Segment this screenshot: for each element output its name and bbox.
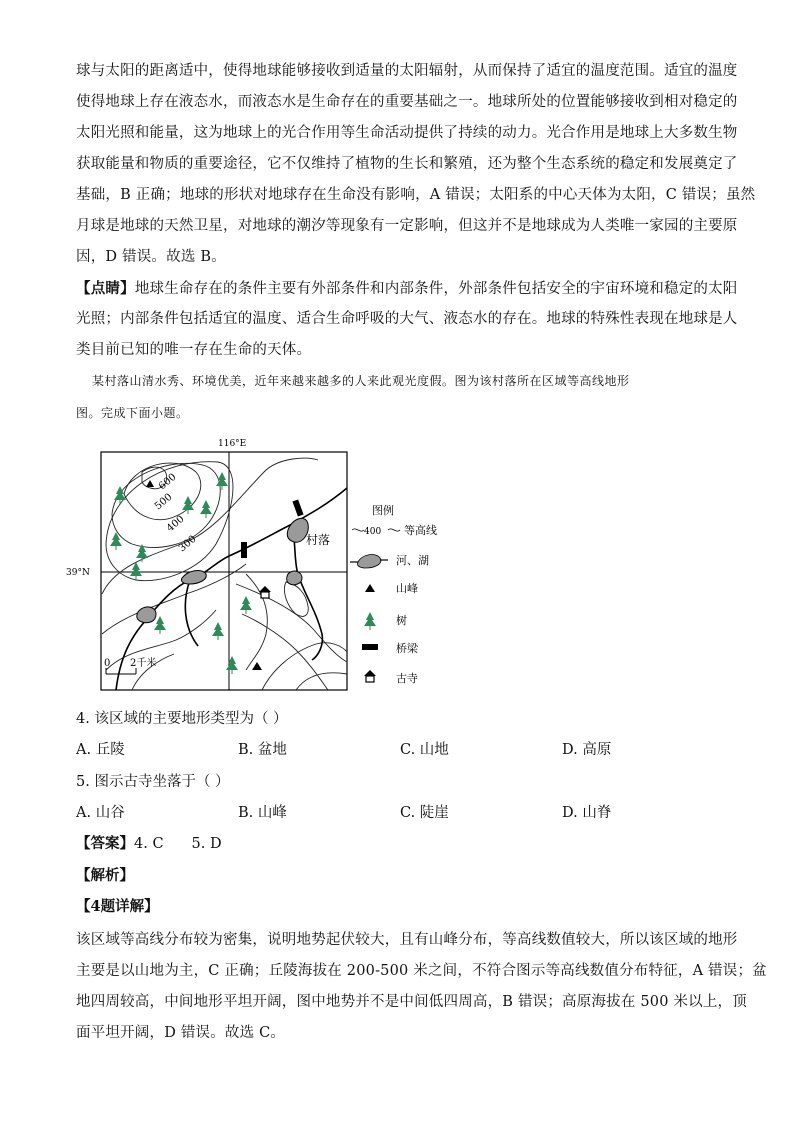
legend-item-label: 山峰 bbox=[396, 582, 418, 595]
longitude-label: 116°E bbox=[218, 439, 247, 449]
text-line: 使得地球上存在液态水，而液态水是生命存在的重要基础之一。地球所处的位置能够接收到相对稳定的 bbox=[76, 94, 738, 110]
text-line: 主要是以山地为主，C 正确；丘陵海拔在 200-500 米之间，不符合图示等高线数值分布特征，A 错误；盆 bbox=[76, 963, 767, 979]
bridge bbox=[241, 542, 247, 558]
legend-item-label: 桥梁 bbox=[396, 642, 418, 655]
detail-paragraph bbox=[76, 925, 767, 1049]
text-line: 球与太阳的距离适中，使得地球能够接收到适量的太阳辐射，从而保持了适宜的温度范围。适宜的温度 bbox=[76, 63, 738, 79]
text-line: 面平坦开阔，D 错误。故选 C。 bbox=[76, 1025, 286, 1041]
legend-peak-icon bbox=[365, 584, 375, 592]
question-4: 4. 该区域的主要地形类型为（ ） bbox=[76, 711, 288, 727]
text-line: 光照；内部条件包括适宜的温度、适合生命呼吸的大气、液态水的存在。地球的特殊性表现在地球是人 bbox=[76, 311, 738, 327]
legend-item-label: 树 bbox=[396, 614, 407, 627]
answer-value-5: 5. D bbox=[191, 836, 222, 852]
legend-bridge-icon bbox=[362, 644, 378, 650]
peak-icon bbox=[146, 480, 154, 487]
peak-icon bbox=[252, 662, 262, 670]
text-line: 获取能量和物质的重要途径，它不仅维持了植物的生长和繁殖，还为整个生态系统的稳定和发展奠定了 bbox=[76, 156, 738, 172]
option-b: B. 盆地 bbox=[238, 742, 287, 758]
contour-label: 500 bbox=[152, 491, 175, 513]
option-b: B. 山峰 bbox=[238, 805, 287, 821]
text-line: 地球生命存在的条件主要有外部条件和内部条件，外部条件包括安全的宇宙环境和稳定的太阳 bbox=[134, 281, 738, 297]
latitude-label: 39°N bbox=[66, 568, 90, 578]
lake bbox=[137, 518, 309, 622]
text-line: 该区域等高线分布较为密集，说明地势起伏较大，且有山峰分布，等高线数值较大，所以该区域的地形 bbox=[76, 932, 738, 948]
temple-icon bbox=[259, 586, 271, 598]
option-a: A. 山谷 bbox=[76, 805, 125, 821]
option-d: D. 高原 bbox=[562, 742, 612, 758]
tree-icon bbox=[110, 532, 122, 550]
question-5-options bbox=[76, 801, 716, 825]
answer-line bbox=[76, 832, 222, 853]
contour-label: 300 bbox=[176, 533, 199, 555]
svg-text:0: 0 bbox=[104, 658, 111, 669]
tree-icon bbox=[226, 656, 238, 674]
answer-label: 【答案】 bbox=[76, 835, 134, 852]
contour-label: 600 bbox=[156, 471, 179, 493]
bridge bbox=[292, 499, 303, 516]
tree-icon bbox=[216, 472, 228, 490]
tree-icon bbox=[240, 596, 252, 614]
analysis-heading: 【解析】 bbox=[76, 867, 134, 884]
option-c: C. 陡崖 bbox=[400, 805, 449, 821]
legend-temple-icon bbox=[364, 670, 376, 682]
legend-item-label: 等高线 bbox=[404, 524, 437, 537]
text-line: 太阳光照和能量，这为地球上的光合作用等生命活动提供了持续的动力。光合作用是地球上大多数生物 bbox=[76, 125, 738, 141]
comment-label: 【点睛】 bbox=[76, 280, 135, 297]
material-line: 图。完成下面小题。 bbox=[76, 406, 189, 420]
tree-icon bbox=[200, 500, 212, 518]
tree-icon bbox=[154, 616, 166, 634]
legend-item-label: 古寺 bbox=[396, 672, 418, 685]
text-line: 月球是地球的天然卫星，对地球的潮汐等现象有一定影响，但这并不是地球成为人类唯一家园的主要原 bbox=[76, 218, 738, 234]
detail-heading: 【4题详解】 bbox=[76, 898, 159, 915]
explanation-paragraph bbox=[76, 56, 756, 273]
comment-paragraph bbox=[76, 273, 738, 366]
answer-value-4: 4. C bbox=[134, 836, 164, 852]
question-5: 5. 图示古寺坐落于（ ） bbox=[76, 774, 230, 790]
tree-icon bbox=[212, 622, 224, 640]
legend-tree-icon bbox=[364, 612, 376, 630]
text-line: 地四周较高，中间地形平坦开阔，图中地势并不是中间低四周高，B 错误；高原海拔在 500 米以上，顶 bbox=[76, 994, 747, 1010]
legend-title: 图例 bbox=[372, 504, 394, 517]
text-line: 因，D 错误。故选 B。 bbox=[76, 249, 226, 265]
material-line: 某村落山清水秀、环境优美，近年来越来越多的人来此观光度假。图为该村落所在区域等高线地形 bbox=[92, 374, 630, 388]
option-a: A. 丘陵 bbox=[76, 742, 125, 758]
contour-map bbox=[66, 434, 446, 694]
contour-label: 400 bbox=[164, 513, 187, 535]
legend-item-label: 河、湖 bbox=[396, 554, 429, 567]
legend bbox=[350, 503, 437, 685]
option-d: D. 山脊 bbox=[562, 805, 612, 821]
village-label: 村落 bbox=[306, 533, 331, 547]
option-c: C. 山地 bbox=[400, 742, 449, 758]
text-line: 类目前已知的唯一存在生命的天体。 bbox=[76, 342, 312, 358]
question-4-options bbox=[76, 738, 716, 762]
text-line: 基础，B 正确；地球的形状对地球存在生命没有影响，A 错误；太阳系的中心天体为太阳，C 错误；虽然 bbox=[76, 187, 756, 203]
svg-text:2千米: 2千米 bbox=[130, 658, 157, 669]
legend-contour-sample: 400 bbox=[364, 527, 382, 537]
